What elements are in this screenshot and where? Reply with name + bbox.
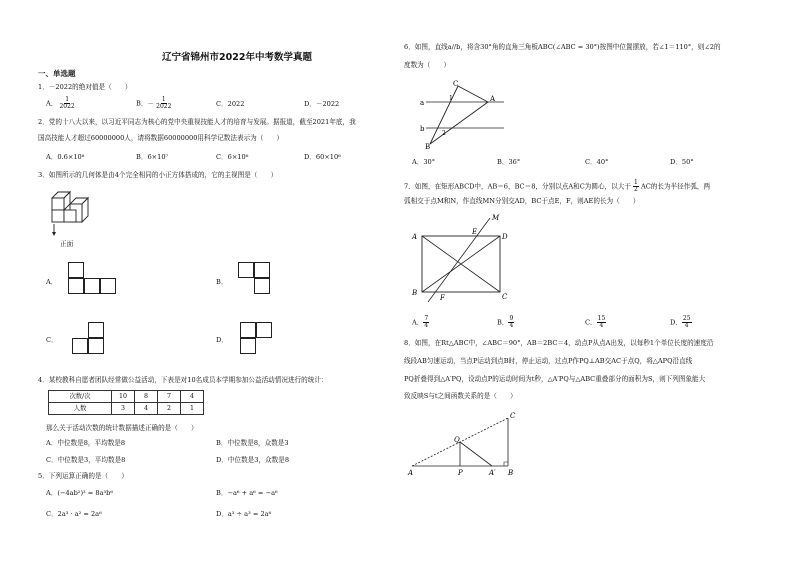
q4-option-c[interactable]: C．中位数是3，平均数是8 — [46, 456, 126, 464]
q7-option-b[interactable]: B． $\frac{9}{4}$ — [497, 315, 514, 329]
q8-label-b: B — [508, 469, 514, 477]
q8-stem-line4: 致反映S与t之间函数关系的是（ ） — [404, 392, 517, 400]
q7-d-fraction: $\frac{25}{4}$ — [682, 315, 691, 329]
q4-question: 那么关于活动次数的统计数据描述正确的是（ ） — [46, 424, 198, 432]
table-cell: 2 — [158, 403, 181, 415]
table-cell: 3 — [112, 403, 135, 415]
q1-a-fraction: $\frac{1}{2022}$ — [59, 96, 75, 110]
q3-option-c-label[interactable]: C． — [46, 336, 58, 344]
q1-option-b[interactable] — [136, 97, 171, 110]
q7-half-fraction: $\frac{1}{2}$ — [634, 179, 638, 193]
q2-stem-line2: 国高技能人才超过60000000人，请将数据60000000用科学记数法表示为（ ） — [38, 134, 284, 142]
q3-option-b-label[interactable]: B． — [216, 278, 228, 286]
q7-stem-line1: 7．如图，在矩形ABCD中，AB＝6，BC＝8，分别以点A和C为圆心，以大于 $\frac{1}{2}$ AC的长为半径作弧，两 — [404, 179, 711, 193]
q7-label-a: A — [412, 233, 418, 241]
q1-option-d[interactable]: D．－2022 — [304, 100, 340, 108]
q6-option-d[interactable]: D．50° — [670, 158, 694, 166]
page-title: 辽宁省锦州市2022年中考数学真题 — [162, 52, 312, 63]
q7-option-c[interactable]: C． $\frac{15}{4}$ — [585, 315, 606, 329]
q7-stem-line2: 弧相交于点M和N，作直线MN分别交AD，BC于点E，F，则AE的长为（ ） — [404, 197, 640, 205]
q2-option-d[interactable]: D．60×10⁶ — [304, 153, 341, 161]
q8-label-a: A — [408, 469, 414, 477]
table-head-cell: 次数/次 — [49, 391, 112, 403]
q7-figure — [406, 212, 516, 304]
q2-option-c[interactable]: C．6×10⁶ — [216, 153, 249, 161]
q4-table — [48, 390, 204, 415]
q1-option-c[interactable]: C．2022 — [216, 100, 245, 108]
q4-option-d[interactable]: D．中位数是3，众数是8 — [216, 456, 290, 464]
q8-label-q: Q — [454, 436, 460, 444]
q3-option-d-label[interactable]: D． — [216, 336, 228, 344]
q7-label-d: D — [502, 233, 508, 241]
table-cell: 4 — [181, 391, 204, 403]
table-row — [49, 403, 204, 415]
q8-figure — [404, 408, 526, 480]
q7-label-e: E — [472, 228, 478, 236]
table-head-cell: 人数 — [49, 403, 112, 415]
q7-label-m: M — [492, 214, 500, 222]
q6-line-b: b — [420, 125, 425, 133]
q8-stem-line1: 8．如图，在Rt△ABC中，∠ABC＝90°，AB＝2BC＝4，动点P从点A出发，以每秒1个单位长度的速度沿 — [404, 339, 714, 347]
q6-angle-2: 2 — [442, 130, 446, 137]
q6-stem-line2: 度数为（ ） — [404, 61, 451, 69]
q7-b-fraction: $\frac{9}{4}$ — [509, 315, 514, 329]
section-heading: 一、单选题 — [38, 69, 76, 78]
q3-option-a-label[interactable]: A． — [46, 278, 58, 286]
q7-c-fraction: $\frac{15}{4}$ — [597, 315, 606, 329]
q6-label-a: A — [490, 95, 496, 103]
q1-b-label: B．－ — [136, 99, 155, 108]
q8-stem-line2: 线段AB匀速运动，当点P运动到点B时，停止运动，过点P作PQ⊥AB交AC于点Q，将△APQ沿直线 — [404, 357, 693, 365]
q3-solid-figure — [44, 188, 104, 246]
table-cell: 1 — [181, 403, 204, 415]
q6-label-c: C — [453, 80, 459, 88]
q8-stem-line3: PQ折叠得到△A′PQ，设动点P的运动时间为t秒，△A′PQ与△ABC重叠部分的面积为S，则下列图象能大 — [404, 375, 706, 383]
q7-option-a[interactable]: A． $\frac{7}{4}$ — [412, 315, 429, 329]
q6-option-c[interactable]: C．40° — [585, 158, 609, 166]
q6-option-a[interactable]: A．30° — [412, 158, 436, 166]
q7-option-d[interactable]: D． $\frac{25}{4}$ — [670, 315, 691, 329]
q3-option-c-figure[interactable] — [72, 322, 120, 358]
q1-stem: 1．－2022的绝对值是（ ） — [38, 83, 132, 91]
q8-label-aprime: A′ — [489, 469, 496, 477]
q7-label-c: C — [502, 293, 508, 301]
q7-a-fraction: $\frac{7}{4}$ — [424, 315, 429, 329]
q6-line-a: a — [420, 99, 425, 107]
q3-option-a-figure[interactable] — [68, 262, 116, 298]
q3-option-b-figure[interactable] — [238, 262, 286, 298]
q7-label-f: F — [440, 294, 445, 302]
q4-stem: 4．某校教科自愿者团队经常做公益活动，下表是对10名成员本学期参加公益活动情况进行的统计： — [38, 376, 328, 384]
q4-option-a[interactable]: A．中位数是8，平均数是8 — [46, 439, 126, 447]
q5-option-b[interactable]: B．−a⁶ + a⁶ = −a⁶ — [216, 489, 278, 497]
q1-b-fraction: $\frac{1}{2022}$ — [156, 96, 172, 110]
q1-a-label: A． — [46, 99, 58, 108]
q6-label-b: B — [425, 143, 431, 150]
q4-option-b[interactable]: B．中位数是8，众数是3 — [216, 439, 289, 447]
q5-stem: 5．下列运算正确的是（ ） — [38, 472, 128, 480]
q5-option-a[interactable]: A．(−4ab²)³ = 8a³b⁶ — [46, 489, 114, 497]
q2-stem-line1: 2．党的十八大以来，以习近平同志为核心的党中央重视技能人才的培育与发展。据报道，截至2021年底，我 — [38, 118, 356, 126]
table-cell: 4 — [135, 403, 158, 415]
q6-angle-1: 1 — [449, 95, 453, 102]
q5-option-d[interactable]: D．a³ ÷ a³ = 2a⁶ — [216, 510, 272, 518]
q3-stem: 3．如图所示的几何体是由4个完全相同的小正方体搭成的，它的主视图是（ ） — [38, 171, 278, 179]
q6-stem-line1: 6．如图，直线a//b，将含30°角的直角三角板ABC(∠ABC = 30°)按图中位置摆放，若∠1＝110°，则∠2的 — [404, 43, 721, 51]
q8-label-p: P — [458, 469, 463, 477]
q7-label-b: B — [412, 289, 418, 297]
table-cell: 10 — [112, 391, 135, 403]
q3-front-label: 正面 — [60, 240, 74, 248]
q2-option-b[interactable]: B．6×10⁷ — [136, 153, 169, 161]
q8-label-c: C — [510, 412, 516, 420]
table-cell: 8 — [135, 391, 158, 403]
q5-option-c[interactable]: C．2a³ · a² = 2a⁶ — [46, 510, 102, 518]
q3-option-d-figure[interactable] — [240, 322, 288, 358]
q6-figure — [416, 78, 506, 150]
q2-option-a[interactable]: A．0.6×10⁸ — [46, 153, 85, 161]
table-row — [49, 391, 204, 403]
q6-option-b[interactable]: B．36° — [497, 158, 521, 166]
table-cell: 7 — [158, 391, 181, 403]
q1-option-a[interactable] — [46, 97, 75, 110]
